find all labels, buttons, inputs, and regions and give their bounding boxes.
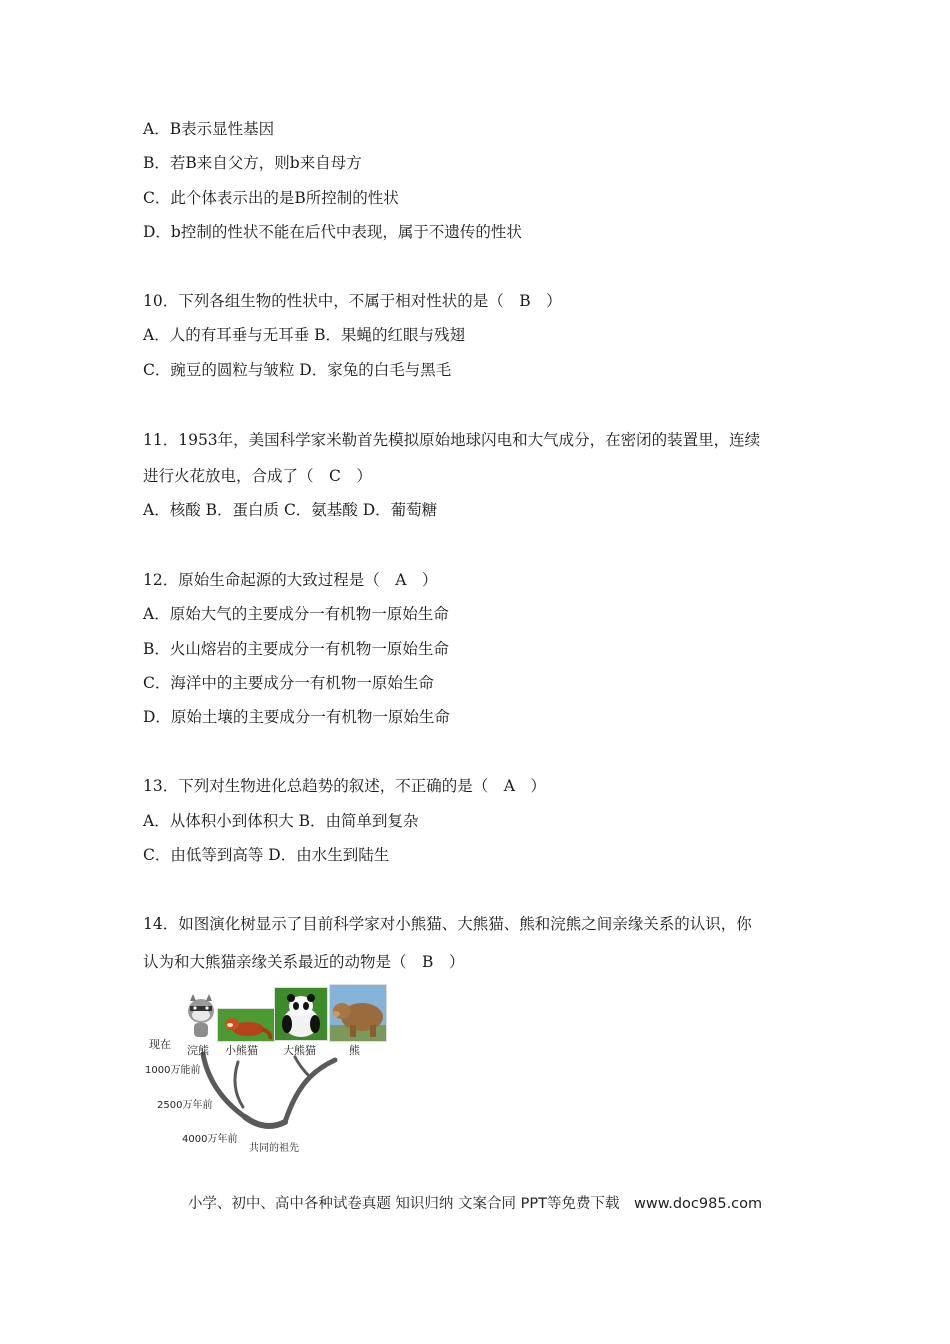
q13-options-2: C．由低等到高等 D．由水生到陆生 [143, 846, 390, 864]
q13-stem: 13．下列对生物进化总趋势的叙述，不正确的是（ A ） [143, 777, 546, 795]
q10-options-2: C．豌豆的圆粒与皱粒 D．家兔的白毛与黑毛 [143, 361, 452, 379]
q11-stem-line1: 11．1953年，美国科学家米勒首先模拟原始地球闪电和大气成分，在密闭的装置里，连续 [143, 431, 761, 449]
label-raccoon: 浣熊 [187, 1044, 209, 1057]
label-common-ancestor: 共同的祖先 [249, 1143, 299, 1154]
q9-option-d: D．b控制的性状不能在后代中表现，属于不遗传的性状 [143, 223, 522, 241]
q12-option-b: B．火山熔岩的主要成分一有机物一原始生命 [143, 640, 449, 658]
label-red-panda: 小熊猫 [225, 1044, 258, 1057]
evolution-tree-figure [135, 982, 395, 1157]
q12-option-a: A．原始大气的主要成分一有机物一原始生命 [143, 605, 449, 623]
q9-option-a: A．B表示显性基因 [143, 120, 275, 138]
q9-option-c: C．此个体表示出的是B所控制的性状 [143, 189, 399, 207]
q9-option-b: B．若B来自父方，则b来自母方 [143, 154, 362, 172]
q11-stem-line2: 进行火花放电，合成了（ C ） [143, 467, 372, 485]
q12-stem: 12．原始生命起源的大致过程是（ A ） [143, 571, 438, 589]
q12-option-d: D．原始土壤的主要成分一有机物一原始生命 [143, 708, 450, 726]
page-footer: 小学、初中、高中各种试卷真题 知识归纳 文案合同 PPT等免费下载 www.doc985.com [187, 1196, 763, 1212]
label-giant-panda: 大熊猫 [283, 1044, 316, 1057]
label-time-40m: 4000万年前 [182, 1134, 238, 1145]
q12-option-c: C．海洋中的主要成分一有机物一原始生命 [143, 674, 434, 692]
q14-stem-line2: 认为和大熊猫亲缘关系最近的动物是（ B ） [143, 953, 465, 971]
q10-options-1: A．人的有耳垂与无耳垂 B．果蝇的红眼与残翅 [143, 326, 466, 344]
label-time-25m: 2500万年前 [157, 1100, 213, 1111]
label-time-10m: 1000万能前 [145, 1065, 201, 1076]
q13-options-1: A．从体积小到体积大 B．由简单到复杂 [143, 812, 419, 830]
label-bear: 熊 [349, 1044, 360, 1057]
label-now: 现在 [149, 1038, 171, 1051]
q14-stem-line1: 14．如图演化树显示了目前科学家对小熊猫、大熊猫、熊和浣熊之间亲缘关系的认识，你 [143, 915, 752, 933]
q11-options: A．核酸 B．蛋白质 C．氨基酸 D．葡萄糖 [143, 501, 438, 519]
q10-stem: 10．下列各组生物的性状中，不属于相对性状的是（ B ） [143, 292, 562, 310]
